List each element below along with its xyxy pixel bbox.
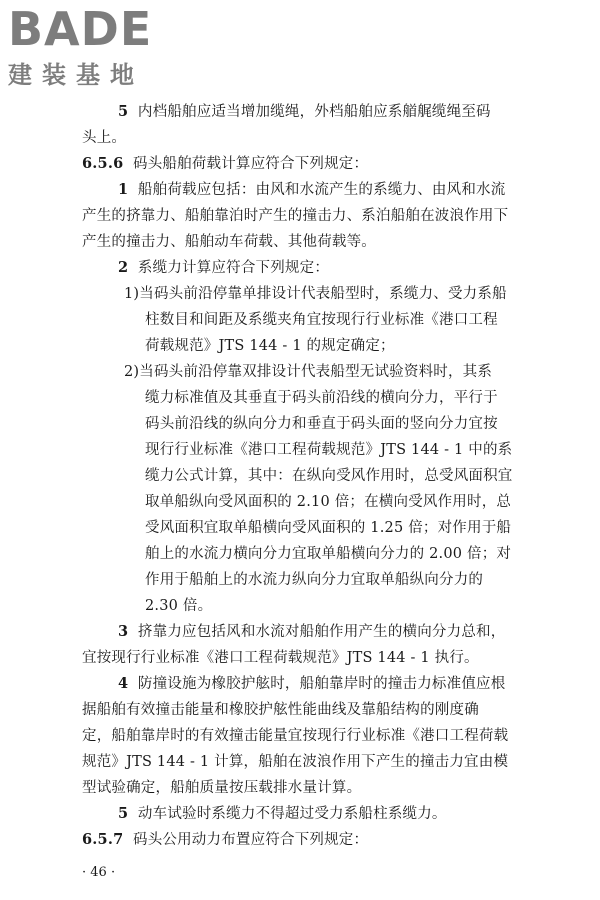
page-number: · 46 · xyxy=(82,865,116,880)
text-line: 3 挤靠力应包括风和水流对船舶作用产生的横向分力总和， xyxy=(118,623,506,640)
text-line: 取单船纵向受风面积的 2.10 倍；在横向受风作用时，总 xyxy=(145,494,512,510)
text-line: 型试验确定，船舶质量按压载排水量计算。 xyxy=(82,780,362,796)
text-line: 产生的挤靠力、船舶靠泊时产生的撞击力、系泊船舶在波浪作用下 xyxy=(82,208,509,224)
text-line: 1)当码头前沿停靠单排设计代表船型时，系缆力、受力系船 xyxy=(124,286,507,302)
text-line: 码头前沿线的纵向分力和垂直于码头面的竖向分力宜按 xyxy=(145,416,498,432)
text-line: 5 内档船舶应适当增加缆绳，外档船舶应系艏艉缆绳至码 xyxy=(118,103,491,120)
bade-logo xyxy=(8,2,178,96)
text-line: 4 防撞设施为橡胶护舷时，船舶靠岸时的撞击力标准值应根 xyxy=(118,675,506,692)
text-line: 头上。 xyxy=(82,130,127,146)
text-line: 2 系缆力计算应符合下列规定： xyxy=(118,259,330,276)
text-line: 产生的撞击力、船舶动车荷载、其他荷载等。 xyxy=(82,234,376,250)
text-line: 作用于船舶上的水流力纵向分力宜取单船纵向分力的 xyxy=(145,572,484,588)
logo-wordmark: BADE xyxy=(8,2,153,56)
logo-subtitle: 建装基地 xyxy=(8,61,144,89)
text-line: 舶上的水流力横向分力宜取单船横向分力的 2.00 倍；对 xyxy=(145,546,512,562)
text-line: 缆力标准值及其垂直于码头前沿线的横向分力，平行于 xyxy=(145,390,498,406)
text-line: 2.30 倍。 xyxy=(145,598,213,614)
text-line: 规范》JTS 144 - 1 计算，船舶在波浪作用下产生的撞击力宜由模 xyxy=(82,754,509,770)
section-heading-6-5-7: 6.5.7 码头公用动力布置应符合下列规定： xyxy=(82,831,369,848)
text-line: 定，船舶靠岸时的有效撞击能量宜按现行行业标准《港口工程荷载 xyxy=(82,728,509,744)
text-line: 受风面积宜取单船横向受风面积的 1.25 倍；对作用于船 xyxy=(145,520,512,536)
text-line: 荷载规范》JTS 144 - 1 的规定确定； xyxy=(145,338,395,354)
text-line: 据船舶有效撞击能量和橡胶护舷性能曲线及靠船结构的刚度确 xyxy=(82,702,479,718)
text-line: 宜按现行行业标准《港口工程荷载规范》JTS 144 - 1 执行。 xyxy=(82,650,479,666)
text-line: 缆力公式计算，其中：在纵向受风作用时，总受风面积宜 xyxy=(145,468,513,484)
text-line: 现行行业标准《港口工程荷载规范》JTS 144 - 1 中的系 xyxy=(145,442,513,458)
text-line: 柱数目和间距及系缆夹角宜按现行行业标准《港口工程 xyxy=(145,312,498,328)
text-line: 1 船舶荷载应包括：由风和水流产生的系缆力、由风和水流 xyxy=(118,181,506,198)
text-line: 2)当码头前沿停靠双排设计代表船型无试验资料时，其系 xyxy=(124,364,493,380)
text-line: 5 动车试验时系缆力不得超过受力系船柱系缆力。 xyxy=(118,805,447,822)
section-heading-6-5-6: 6.5.6 码头船舶荷载计算应符合下列规定： xyxy=(82,155,369,172)
